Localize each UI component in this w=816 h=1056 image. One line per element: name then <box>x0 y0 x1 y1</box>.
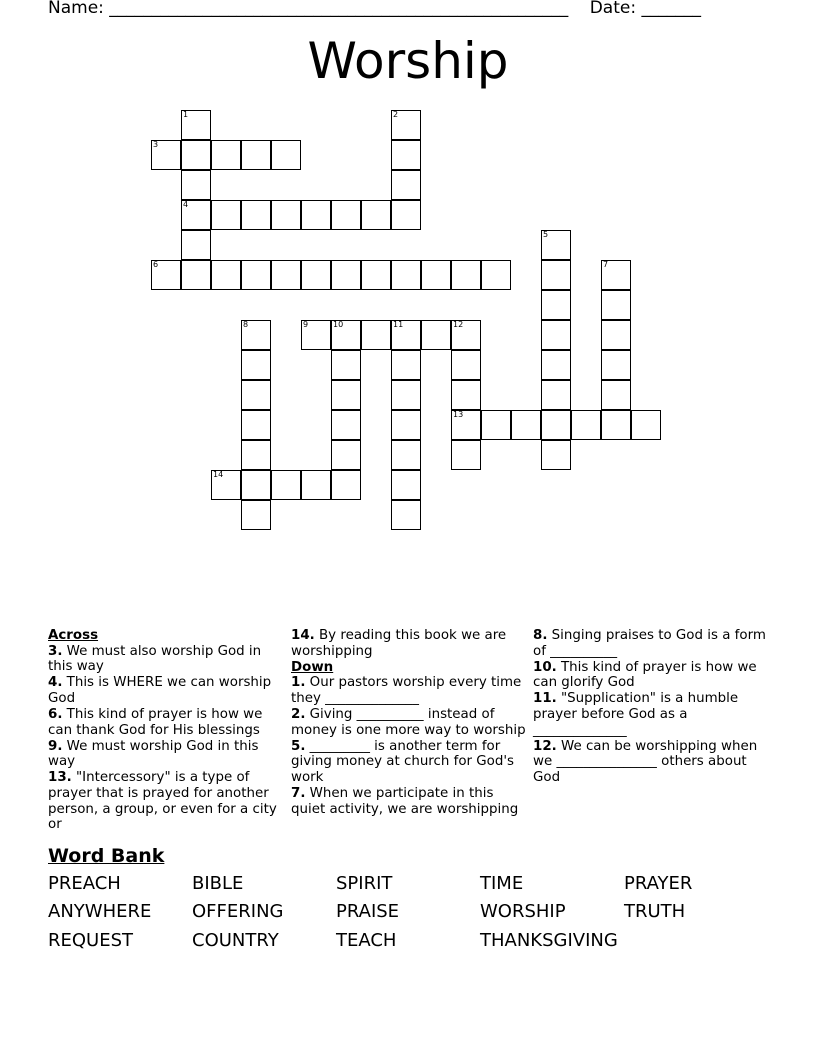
clue-number-label: 12. <box>533 738 557 754</box>
word-bank-title: Word Bank <box>48 845 165 867</box>
clue-number-label: 13. <box>48 770 72 786</box>
name-line[interactable]: ______________________________________________________ <box>109 0 569 18</box>
word-bank-word: WORSHIP <box>480 901 566 922</box>
grid-cell[interactable] <box>151 140 181 170</box>
grid-cell[interactable] <box>241 380 271 410</box>
clue-text: Singing praises to God is a form of __________ <box>533 628 766 659</box>
grid-cell[interactable] <box>541 440 571 470</box>
clue-number: 3 <box>153 140 159 149</box>
page-title: Worship <box>307 32 509 90</box>
clue-number-label: 1. <box>291 675 306 691</box>
grid-cell[interactable] <box>331 380 361 410</box>
grid-cell[interactable] <box>571 410 601 440</box>
clue-text: _________ is another term for giving money at church for God's work <box>291 738 515 785</box>
word-bank-word: PREACH <box>48 873 121 894</box>
grid-cell[interactable] <box>271 470 301 500</box>
grid-cell[interactable] <box>541 380 571 410</box>
grid-cell[interactable] <box>361 200 391 230</box>
grid-cell[interactable] <box>211 470 241 500</box>
across-heading: Across <box>48 628 99 643</box>
grid-cell[interactable] <box>181 200 211 230</box>
grid-cell[interactable] <box>181 140 211 170</box>
grid-cell[interactable] <box>211 200 241 230</box>
grid-cell[interactable] <box>181 170 211 200</box>
grid-cell[interactable] <box>271 200 301 230</box>
clue-text: We can be worshipping when we _______________ others about God <box>533 738 758 785</box>
grid-cell[interactable] <box>481 260 511 290</box>
grid-cell[interactable] <box>631 410 661 440</box>
clue-down <box>291 786 531 817</box>
clue-number: 8 <box>243 320 249 329</box>
clue-number-label: 8. <box>533 628 548 643</box>
clue-number-label: 4. <box>48 675 63 691</box>
grid-cell[interactable] <box>391 170 421 200</box>
grid-cell[interactable] <box>151 260 181 290</box>
clue-across <box>48 770 288 832</box>
clue-down <box>533 660 773 691</box>
clue-number-label: 7. <box>291 785 306 801</box>
clue-number: 4 <box>183 200 189 209</box>
down-heading: Down <box>291 659 334 675</box>
grid-cell[interactable] <box>241 140 271 170</box>
grid-cell[interactable] <box>301 470 331 500</box>
word-bank-word: BIBLE <box>192 873 244 894</box>
grid-cell[interactable] <box>241 500 271 530</box>
grid-cell[interactable] <box>541 320 571 350</box>
clue-number-label: 2. <box>291 706 306 722</box>
grid-cell[interactable] <box>601 380 631 410</box>
grid-cell[interactable] <box>601 350 631 380</box>
word-bank-word: THANKSGIVING <box>480 930 618 951</box>
grid-cell[interactable] <box>601 320 631 350</box>
word-bank-word: REQUEST <box>48 930 134 951</box>
clue-number: 9 <box>303 320 309 329</box>
grid-cell[interactable] <box>241 440 271 470</box>
word-bank-word: TIME <box>480 873 524 894</box>
grid-cell[interactable] <box>391 440 421 470</box>
clue-number-label: 6. <box>48 706 63 722</box>
clue-text: This kind of prayer is how we can glorify God <box>533 659 757 691</box>
grid-cell[interactable] <box>331 440 361 470</box>
date-line[interactable]: _______ <box>641 0 701 18</box>
clue-text: "Intercessory" is a type of prayer that is prayed for another person, a group, or even for a city or <box>48 770 277 833</box>
grid-cell[interactable] <box>301 320 331 350</box>
grid-cell[interactable] <box>451 380 481 410</box>
grid-cell[interactable] <box>391 140 421 170</box>
clue-number: 13 <box>453 410 464 419</box>
grid-cell[interactable] <box>181 260 211 290</box>
grid-cell[interactable] <box>391 200 421 230</box>
clue-number: 6 <box>153 260 159 269</box>
grid-cell[interactable] <box>451 350 481 380</box>
clue-text: Giving __________ instead of money is one more way to worship <box>291 706 526 738</box>
grid-cell[interactable] <box>481 410 511 440</box>
word-bank-word: ANYWHERE <box>48 901 152 922</box>
word-bank-word: SPIRIT <box>336 873 393 894</box>
clue-text: This kind of prayer is how we can thank God for His blessings <box>48 706 263 738</box>
word-bank-word: PRAISE <box>336 901 400 922</box>
clue-number: 1 <box>183 110 189 119</box>
grid-cell[interactable] <box>211 260 241 290</box>
word-bank-word: COUNTRY <box>192 930 279 951</box>
clue-down <box>533 628 773 659</box>
grid-cell[interactable] <box>541 410 571 440</box>
grid-cell[interactable] <box>301 200 331 230</box>
grid-cell[interactable] <box>541 230 571 260</box>
grid-cell[interactable] <box>391 500 421 530</box>
clue-down <box>291 739 531 786</box>
clue-number-label: 9. <box>48 738 63 754</box>
grid-cell[interactable] <box>331 200 361 230</box>
clues-column-1 <box>48 628 288 833</box>
clue-number: 14 <box>213 470 224 479</box>
grid-cell[interactable] <box>451 320 481 350</box>
grid-cell[interactable] <box>241 320 271 350</box>
clues-column-2 <box>291 628 531 818</box>
clue-across <box>48 707 288 738</box>
grid-cell[interactable] <box>391 350 421 380</box>
clue-number-label: 14. <box>291 628 315 643</box>
grid-cell[interactable] <box>601 410 631 440</box>
grid-cell[interactable] <box>241 200 271 230</box>
grid-cell[interactable] <box>601 260 631 290</box>
grid-cell[interactable] <box>391 410 421 440</box>
grid-cell[interactable] <box>601 290 631 320</box>
clue-text: Our pastors worship every time they ______________ <box>291 675 522 706</box>
grid-cell[interactable] <box>451 410 481 440</box>
grid-cell[interactable] <box>271 140 301 170</box>
clue-across <box>291 628 531 659</box>
clue-down <box>291 675 531 706</box>
clue-number: 12 <box>453 320 464 329</box>
clue-number: 10 <box>333 320 344 329</box>
grid-cell[interactable] <box>391 470 421 500</box>
clue-number-label: 5. <box>291 738 306 754</box>
clue-down <box>533 739 773 786</box>
grid-cell[interactable] <box>391 380 421 410</box>
grid-cell[interactable] <box>241 410 271 440</box>
clue-down <box>291 707 531 738</box>
date-label: Date: <box>589 0 637 18</box>
clue-across <box>48 644 288 675</box>
grid-cell[interactable] <box>541 260 571 290</box>
grid-cell[interactable] <box>271 260 301 290</box>
grid-cell[interactable] <box>211 140 241 170</box>
clue-text: We must worship God in this way <box>48 738 259 770</box>
grid-cell[interactable] <box>331 320 361 350</box>
clue-text: "Supplication" is a humble prayer before God as a ______________ <box>533 691 739 738</box>
clue-number: 7 <box>603 260 609 269</box>
clue-text: We must also worship God in this way <box>48 643 262 675</box>
clue-number: 2 <box>393 110 399 119</box>
grid-cell[interactable] <box>511 410 541 440</box>
word-bank-word: TRUTH <box>624 901 686 922</box>
grid-cell[interactable] <box>241 260 271 290</box>
grid-cell[interactable] <box>451 440 481 470</box>
grid-cell[interactable] <box>331 260 361 290</box>
grid-cell[interactable] <box>421 320 451 350</box>
grid-cell[interactable] <box>451 260 481 290</box>
clue-number: 11 <box>393 320 404 329</box>
clue-across <box>48 675 288 706</box>
grid-cell[interactable] <box>301 260 331 290</box>
clue-number-label: 3. <box>48 643 63 659</box>
grid-cell[interactable] <box>541 350 571 380</box>
clue-number-label: 11. <box>533 691 557 707</box>
grid-cell[interactable] <box>331 470 361 500</box>
grid-cell[interactable] <box>241 470 271 500</box>
clue-text: This is WHERE we can worship God <box>48 675 272 706</box>
grid-cell[interactable] <box>391 320 421 350</box>
grid-cell[interactable] <box>391 110 421 140</box>
clues-column-3 <box>533 628 773 786</box>
name-label: Name: <box>48 0 104 18</box>
clue-number: 5 <box>543 230 549 239</box>
word-bank-word: OFFERING <box>192 901 284 922</box>
word-bank-word: TEACH <box>336 930 397 951</box>
clue-across <box>48 739 288 770</box>
grid-cell[interactable] <box>361 260 391 290</box>
grid-cell[interactable] <box>331 350 361 380</box>
grid-cell[interactable] <box>361 320 391 350</box>
clue-down <box>533 691 773 738</box>
grid-cell[interactable] <box>421 260 451 290</box>
clue-text: When we participate in this quiet activity, we are worshipping <box>291 785 519 817</box>
grid-cell[interactable] <box>541 290 571 320</box>
word-bank-word: PRAYER <box>624 873 693 894</box>
grid-cell[interactable] <box>181 230 211 260</box>
grid-cell[interactable] <box>391 260 421 290</box>
clue-text: By reading this book we are worshipping <box>291 628 507 659</box>
grid-cell[interactable] <box>241 350 271 380</box>
grid-cell[interactable] <box>331 410 361 440</box>
clue-number-label: 10. <box>533 659 557 675</box>
grid-cell[interactable] <box>181 110 211 140</box>
